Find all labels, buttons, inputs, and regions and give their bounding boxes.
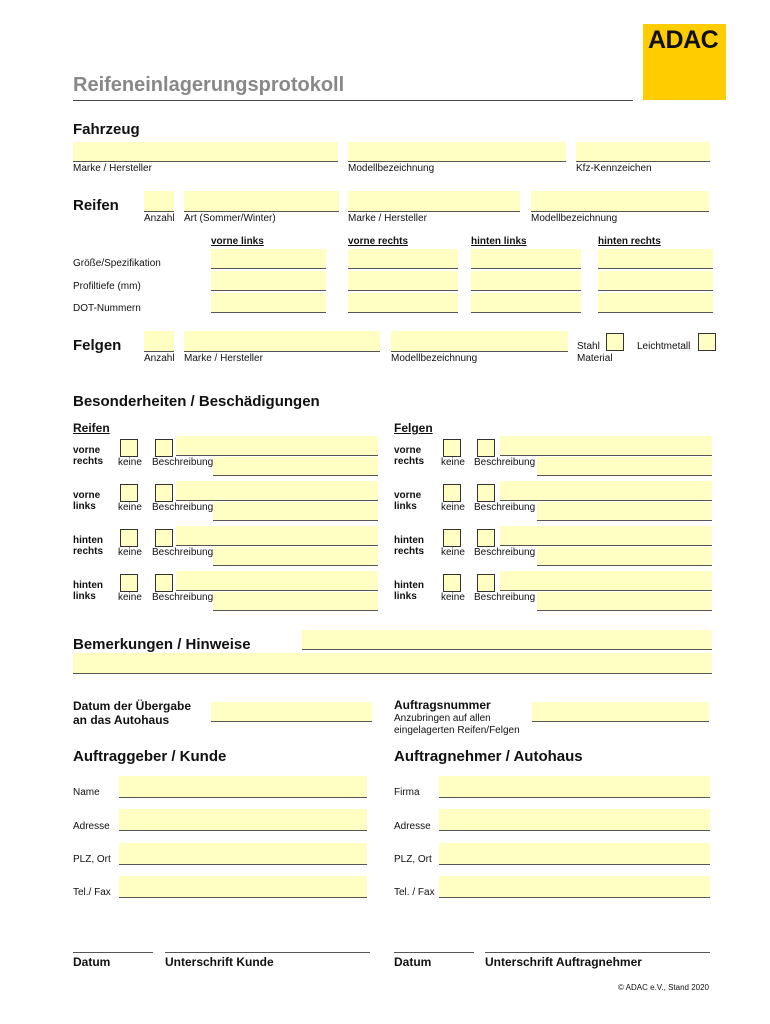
felgen-pos2-keine-checkbox[interactable] (443, 529, 461, 547)
reifen-modell-label: Modellbezeichnung (531, 213, 618, 224)
reifen-anzahl-field[interactable] (144, 191, 174, 212)
dot-hr-field[interactable] (598, 293, 713, 313)
autohaus-adresse-label: Adresse (394, 821, 431, 832)
felgen-pos2-position-label (394, 535, 424, 557)
reifen-pos0-beschreibung-field-2[interactable] (213, 457, 378, 476)
fahrzeug-modell-label: Modellbezeichnung (348, 163, 435, 174)
felgen-pos0-keine-checkbox[interactable] (443, 439, 461, 457)
title-rule (73, 100, 633, 101)
reifen-heading: Reifen (73, 197, 119, 214)
felgen-pos1-beschreibung-label: Beschreibung (474, 502, 536, 513)
reifen-art-label: Art (Sommer/Winter) (184, 213, 276, 224)
fahrzeug-marke-label: Marke / Hersteller (73, 163, 152, 174)
kunde-unterschrift-label: Unterschrift Kunde (165, 955, 274, 969)
reifen-pos3-keine-checkbox[interactable] (120, 574, 138, 592)
felgen-pos0-beschreibung-checkbox[interactable] (477, 439, 495, 457)
uebergabe-datum-field[interactable] (211, 702, 372, 722)
page-title: Reifeneinlagerungsprotokoll (73, 74, 345, 96)
kunde-tel-field[interactable] (119, 876, 367, 898)
felgen-pos1-beschreibung-field-2[interactable] (537, 502, 712, 521)
col-hinten-links: hinten links (471, 236, 527, 247)
kunde-name-label: Name (73, 787, 100, 798)
felgen-pos3-beschreibung-field-1[interactable] (500, 571, 712, 591)
reifen-pos1-beschreibung-field-2[interactable] (213, 502, 378, 521)
kunde-plz-label: PLZ, Ort (73, 854, 111, 865)
reifen-pos0-keine-label: keine (118, 457, 142, 468)
autohaus-firma-field[interactable] (439, 776, 710, 798)
felgen-pos0-keine-label: keine (441, 457, 465, 468)
felgen-pos1-position-line2: links (394, 501, 417, 512)
kunde-heading: Auftraggeber / Kunde (73, 748, 227, 765)
bemerkungen-field-2[interactable] (73, 653, 712, 674)
felgen-anzahl-field[interactable] (144, 331, 174, 352)
reifen-pos1-beschreibung-checkbox[interactable] (155, 484, 173, 502)
dot-vl-field[interactable] (211, 293, 326, 313)
profil-hl-field[interactable] (471, 271, 581, 291)
besonderheiten-heading: Besonderheiten / Beschädigungen (73, 393, 320, 410)
uebergabe-line2: an das Autohaus (73, 713, 170, 727)
reifen-pos1-keine-label: keine (118, 502, 142, 513)
reifen-art-field[interactable] (184, 191, 339, 212)
leichtmetall-label: Leichtmetall (637, 341, 691, 352)
profil-vl-field[interactable] (211, 271, 326, 291)
reifen-anzahl-label: Anzahl (144, 213, 175, 224)
leichtmetall-checkbox[interactable] (698, 333, 716, 351)
autohaus-unterschrift-line[interactable] (485, 952, 710, 953)
felgen-anzahl-label: Anzahl (144, 353, 175, 364)
felgen-pos2-beschreibung-field-1[interactable] (500, 526, 712, 546)
felgen-pos3-position-line2: links (394, 591, 417, 602)
autohaus-tel-field[interactable] (439, 876, 710, 898)
felgen-pos0-position-line2: rechts (394, 456, 425, 467)
fahrzeug-modell-field[interactable] (348, 142, 566, 162)
felgen-pos1-position-label (394, 490, 421, 512)
fahrzeug-heading: Fahrzeug (73, 121, 140, 138)
felgen-pos3-beschreibung-field-2[interactable] (537, 592, 712, 611)
felgen-pos0-beschreibung-field-1[interactable] (500, 436, 712, 456)
fahrzeug-kennzeichen-label: Kfz-Kennzeichen (576, 163, 652, 174)
adac-logo-text: ADAC (648, 26, 719, 54)
autohaus-unterschrift-label: Unterschrift Auftragnehmer (485, 955, 642, 969)
profil-hr-field[interactable] (598, 271, 713, 291)
felgen-pos3-beschreibung-label: Beschreibung (474, 592, 536, 603)
felgen-pos1-keine-label: keine (441, 502, 465, 513)
adac-logo (643, 24, 726, 100)
felgen-pos1-keine-checkbox[interactable] (443, 484, 461, 502)
reifen-pos2-beschreibung-field-1[interactable] (176, 526, 378, 546)
autohaus-firma-label: Firma (394, 787, 420, 798)
bemerkungen-heading: Bemerkungen / Hinweise (73, 636, 251, 653)
dot-hl-field[interactable] (471, 293, 581, 313)
col-hinten-rechts: hinten rechts (598, 236, 661, 247)
reifen-pos0-position-line2: rechts (73, 456, 104, 467)
felgen-pos2-beschreibung-checkbox[interactable] (477, 529, 495, 547)
autohaus-plz-label: PLZ, Ort (394, 854, 432, 865)
felgen-modell-label: Modellbezeichnung (391, 353, 478, 364)
felgen-pos2-position-line2: rechts (394, 546, 425, 557)
fahrzeug-marke-field[interactable] (73, 142, 338, 162)
kunde-name-field[interactable] (119, 776, 367, 798)
reifen-pos0-beschreibung-label: Beschreibung (152, 457, 214, 468)
autohaus-datum-line[interactable] (394, 952, 474, 953)
reifen-pos3-beschreibung-checkbox[interactable] (155, 574, 173, 592)
col-vorne-links: vorne links (211, 236, 264, 247)
reifen-pos0-keine-checkbox[interactable] (120, 439, 138, 457)
felgen-pos1-position-line1: vorne (394, 490, 422, 501)
reifen-pos1-keine-checkbox[interactable] (120, 484, 138, 502)
reifen-pos2-position-label (73, 535, 103, 557)
auftragsnummer-field[interactable] (532, 702, 709, 722)
bemerkungen-field-1[interactable] (302, 630, 712, 650)
felgen-pos3-position-label (394, 580, 424, 602)
reifen-pos0-position-label (73, 445, 103, 467)
felgen-pos2-keine-label: keine (441, 547, 465, 558)
uebergabe-label (73, 699, 191, 727)
auftragsnummer-heading: Auftragsnummer (394, 698, 491, 712)
reifen-pos1-beschreibung-label: Beschreibung (152, 502, 214, 513)
reifen-pos1-beschreibung-field-1[interactable] (176, 481, 378, 501)
felgen-pos0-position-label (394, 445, 424, 467)
reifen-pos3-beschreibung-field-1[interactable] (176, 571, 378, 591)
reifen-pos0-position-line1: vorne (73, 445, 101, 456)
reifen-pos0-beschreibung-checkbox[interactable] (155, 439, 173, 457)
felgen-pos1-beschreibung-field-1[interactable] (500, 481, 712, 501)
stahl-label: Stahl (577, 341, 600, 352)
felgen-pos0-position-line1: vorne (394, 445, 422, 456)
felgen-pos2-beschreibung-field-2[interactable] (537, 547, 712, 566)
felgen-pos3-beschreibung-checkbox[interactable] (477, 574, 495, 592)
reifen-pos3-keine-label: keine (118, 592, 142, 603)
reifen-pos3-beschreibung-label: Beschreibung (152, 592, 214, 603)
autohaus-adresse-field[interactable] (439, 809, 710, 831)
felgen-heading: Felgen (73, 337, 122, 354)
reifen-pos2-keine-label: keine (118, 547, 142, 558)
kunde-adresse-field[interactable] (119, 809, 367, 831)
uebergabe-line1: Datum der Übergabe (73, 699, 192, 713)
reifen-pos3-position-line2: links (73, 591, 96, 602)
reifen-pos2-beschreibung-label: Beschreibung (152, 547, 214, 558)
autohaus-heading: Auftragnehmer / Autohaus (394, 748, 583, 765)
reifen-pos2-position-line2: rechts (73, 546, 104, 557)
reifen-pos1-position-line2: links (73, 501, 96, 512)
dot-vr-field[interactable] (348, 293, 458, 313)
row-profiltiefe-label: Profiltiefe (mm) (73, 281, 141, 292)
felgen-pos3-keine-checkbox[interactable] (443, 574, 461, 592)
fahrzeug-kennzeichen-field[interactable] (576, 142, 710, 162)
reifen-pos1-position-line1: vorne (73, 490, 101, 501)
kunde-datum-line[interactable] (73, 952, 153, 953)
felgen-marke-label: Marke / Hersteller (184, 353, 263, 364)
reifen-marke-label: Marke / Hersteller (348, 213, 427, 224)
kunde-unterschrift-line[interactable] (165, 952, 370, 953)
stahl-checkbox[interactable] (606, 333, 624, 351)
reifen-pos2-keine-checkbox[interactable] (120, 529, 138, 547)
autohaus-datum-label: Datum (394, 955, 432, 969)
felgen-pos0-beschreibung-field-2[interactable] (537, 457, 712, 476)
col-vorne-rechts: vorne rechts (348, 236, 409, 247)
felgen-pos0-beschreibung-label: Beschreibung (474, 457, 536, 468)
besonderheiten-felgen-heading: Felgen (394, 421, 433, 435)
autohaus-plz-field[interactable] (439, 843, 710, 865)
auftragsnummer-sub2: eingelagerten Reifen/Felgen (394, 725, 520, 736)
reifen-pos3-beschreibung-field-2[interactable] (213, 592, 378, 611)
felgen-modell-field[interactable] (391, 331, 568, 352)
footer-copyright: © ADAC e.V., Stand 2020 (618, 983, 709, 992)
reifen-pos0-beschreibung-field-1[interactable] (176, 436, 378, 456)
material-label: Material (577, 353, 613, 364)
reifen-modell-field[interactable] (531, 191, 709, 212)
reifen-pos2-beschreibung-checkbox[interactable] (155, 529, 173, 547)
groesse-vr-field[interactable] (348, 249, 458, 269)
kunde-adresse-label: Adresse (73, 821, 110, 832)
profil-vr-field[interactable] (348, 271, 458, 291)
reifen-marke-field[interactable] (348, 191, 520, 212)
besonderheiten-reifen-heading: Reifen (73, 421, 110, 435)
felgen-pos1-beschreibung-checkbox[interactable] (477, 484, 495, 502)
felgen-pos3-keine-label: keine (441, 592, 465, 603)
row-dot-label: DOT-Nummern (73, 303, 141, 314)
groesse-vl-field[interactable] (211, 249, 326, 269)
groesse-hl-field[interactable] (471, 249, 581, 269)
reifen-pos2-beschreibung-field-2[interactable] (213, 547, 378, 566)
felgen-pos2-position-line1: hinten (394, 535, 424, 546)
reifen-pos3-position-line1: hinten (73, 580, 103, 591)
autohaus-tel-label: Tel. / Fax (394, 887, 435, 898)
reifen-pos3-position-label (73, 580, 103, 602)
kunde-tel-label: Tel./ Fax (73, 887, 111, 898)
reifen-pos2-position-line1: hinten (73, 535, 103, 546)
row-groesse-label: Größe/Spezifikation (73, 258, 161, 269)
felgen-marke-field[interactable] (184, 331, 380, 352)
auftragsnummer-sub1: Anzubringen auf allen (394, 713, 491, 724)
kunde-datum-label: Datum (73, 955, 111, 969)
kunde-plz-field[interactable] (119, 843, 367, 865)
reifen-pos1-position-label (73, 490, 100, 512)
groesse-hr-field[interactable] (598, 249, 713, 269)
felgen-pos2-beschreibung-label: Beschreibung (474, 547, 536, 558)
felgen-pos3-position-line1: hinten (394, 580, 424, 591)
